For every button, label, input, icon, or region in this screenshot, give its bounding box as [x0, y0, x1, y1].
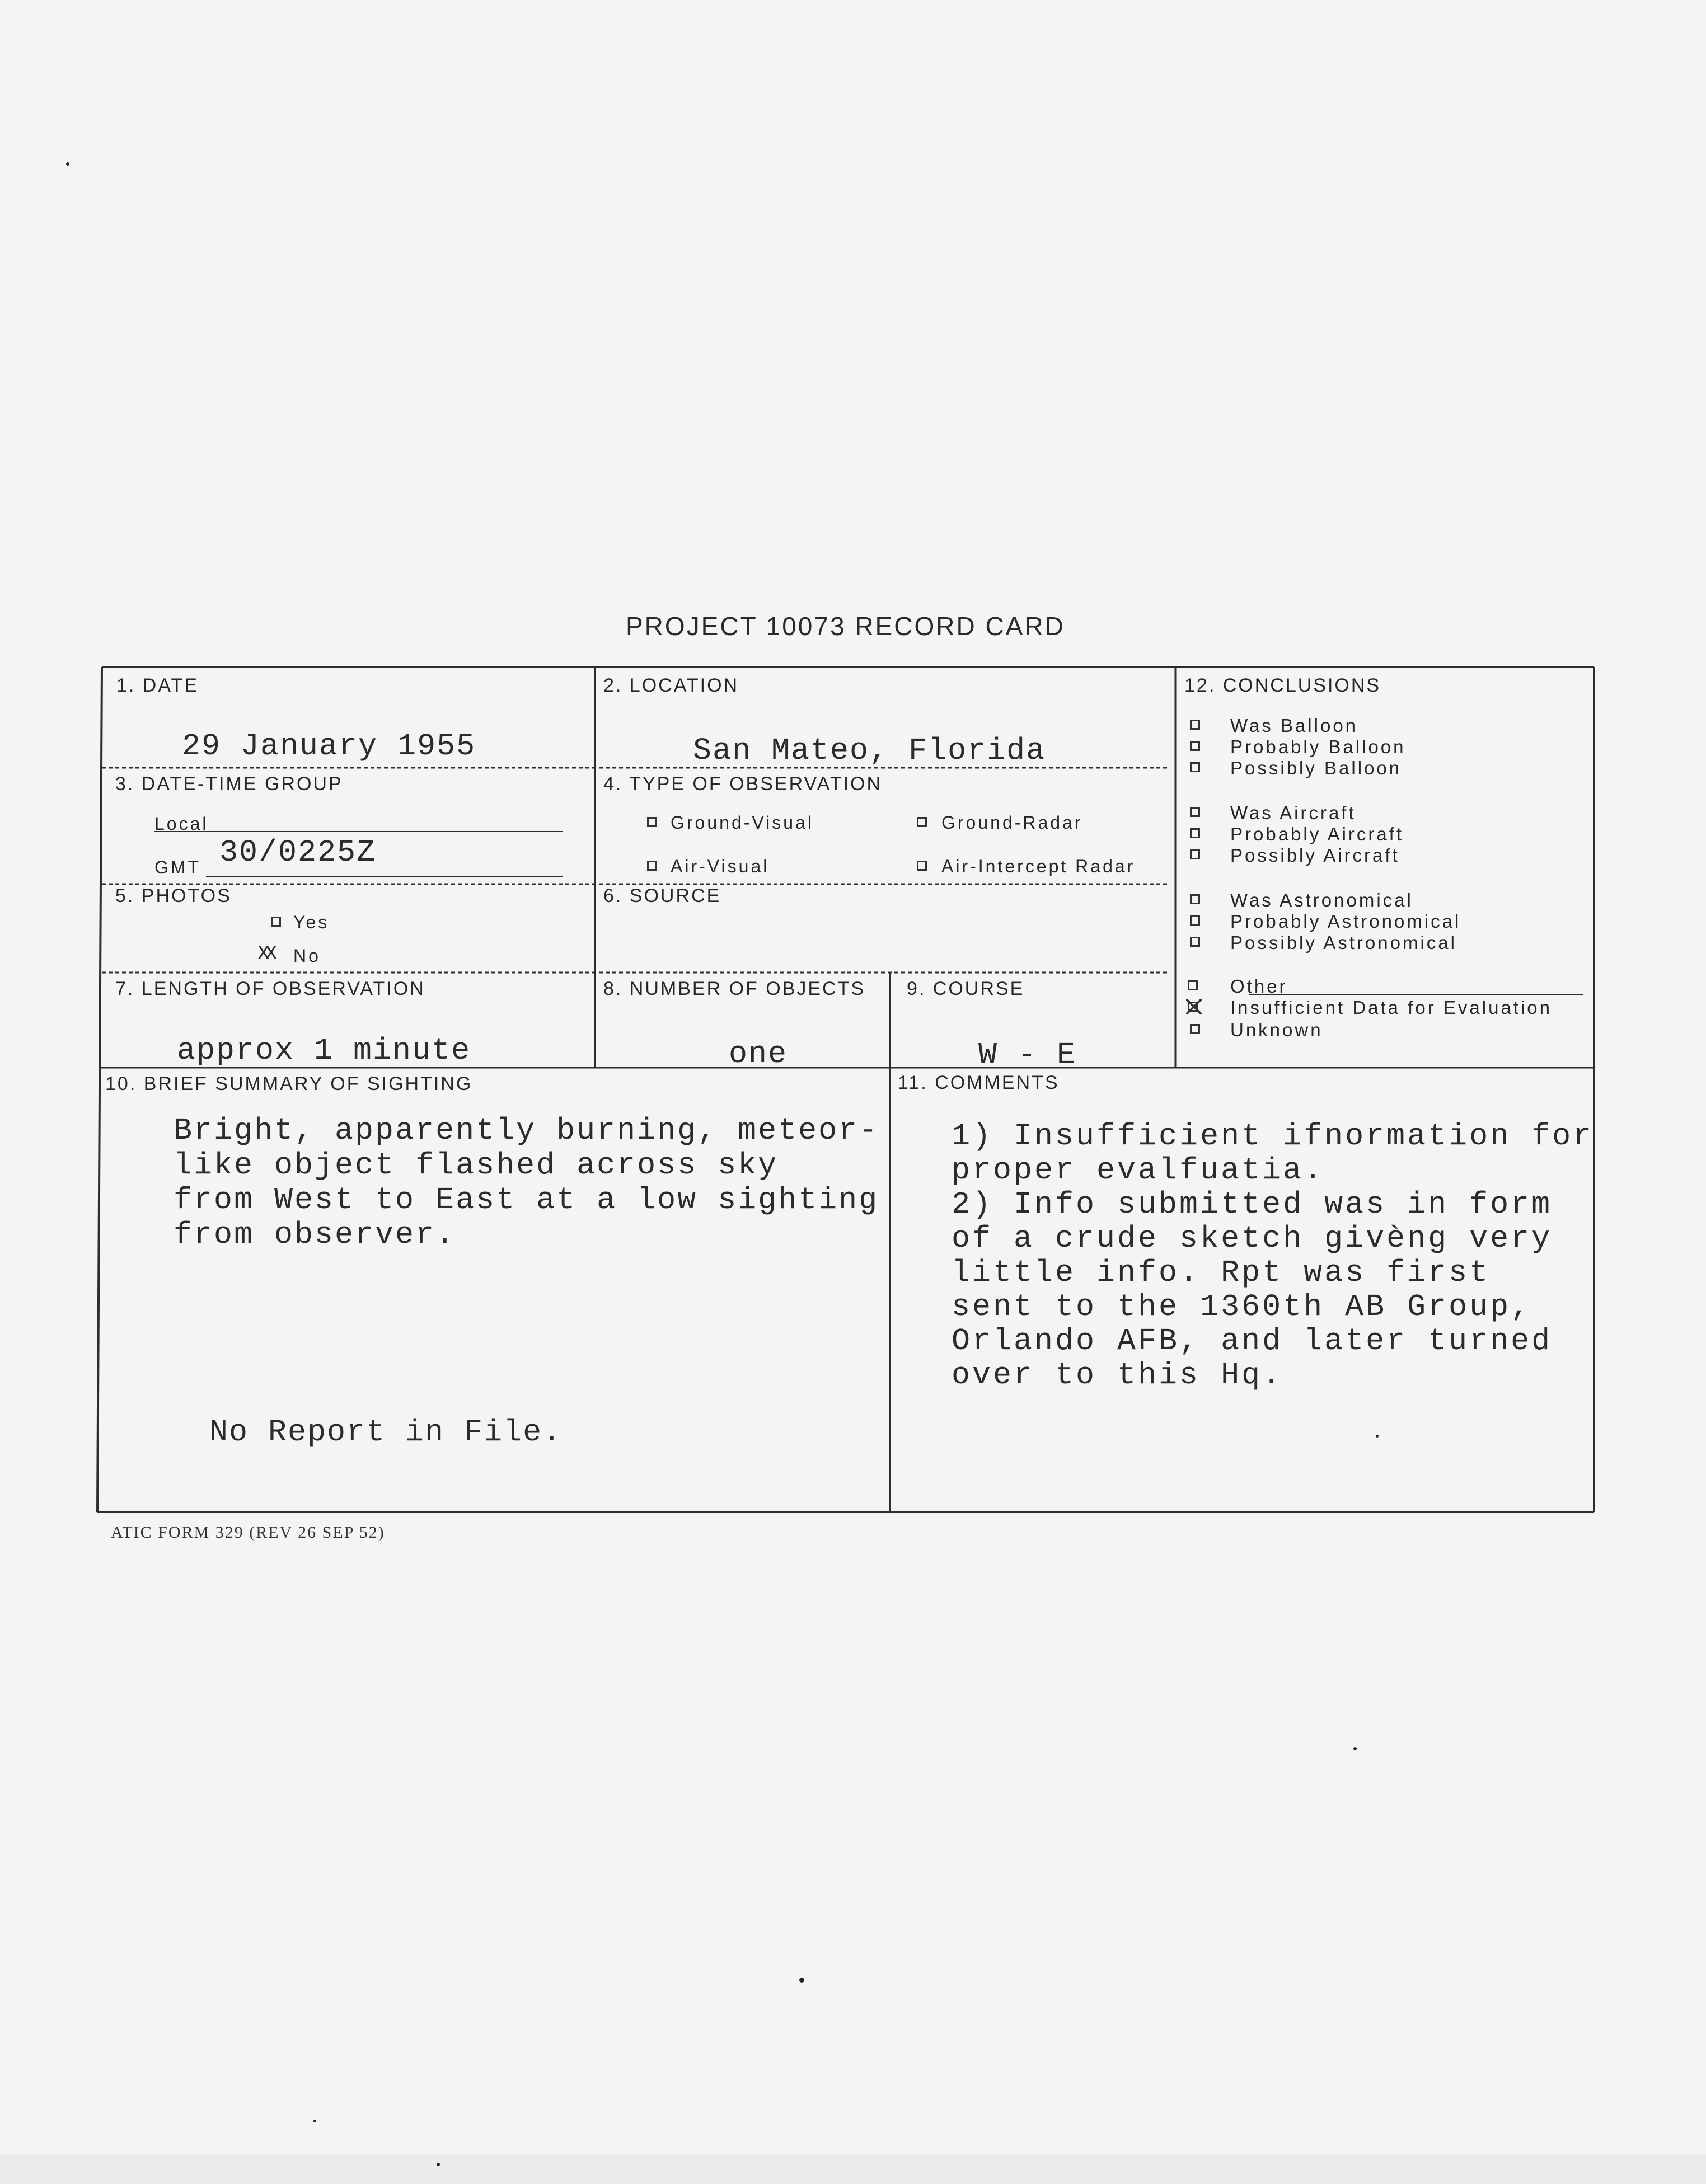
air-intercept-radar-label: Air-Intercept Radar: [941, 856, 1136, 876]
possibly-aircraft-checkbox[interactable]: [1190, 849, 1200, 859]
comments-line: sent to the 1360th AB Group,: [952, 1289, 1532, 1325]
comments-line: Orlando AFB, and later turned: [952, 1323, 1553, 1359]
probably-aircraft-label: Probably Aircraft: [1230, 824, 1404, 844]
possibly-astronomical-label: Possibly Astronomical: [1230, 932, 1457, 953]
conclusions-label: 12. CONCLUSIONS: [1184, 675, 1381, 696]
air-intercept-radar-checkbox[interactable]: [917, 861, 927, 871]
ground-visual-checkbox[interactable]: [647, 817, 657, 827]
brief-summary-label: 10. BRIEF SUMMARY OF SIGHTING: [105, 1073, 473, 1095]
course-value: W - E: [978, 1037, 1077, 1073]
brief-summary-text: [174, 1114, 879, 1252]
insufficient-data-checkbox[interactable]: [1188, 1002, 1198, 1012]
source-label: 6. SOURCE: [603, 885, 721, 907]
probably-balloon-checkbox[interactable]: [1190, 741, 1200, 751]
type-of-observation-label: 4. TYPE OF OBSERVATION: [603, 773, 883, 795]
insufficient-data-label: Insufficient Data for Evaluation: [1230, 997, 1552, 1018]
comments-line: proper evalfuatia.: [952, 1153, 1325, 1188]
date-label: 1. DATE: [116, 675, 199, 696]
photos-no-label: No: [293, 946, 321, 966]
brief-summary-line: from West to East at a low sighting: [174, 1182, 879, 1218]
probably-aircraft-checkbox[interactable]: [1190, 828, 1200, 838]
possibly-aircraft-label: Possibly Aircraft: [1230, 845, 1400, 866]
brief-summary-line: like object flashed across sky: [174, 1148, 779, 1183]
unknown-checkbox[interactable]: [1190, 1024, 1200, 1034]
number-of-objects-value: one: [729, 1036, 788, 1072]
was-balloon-checkbox[interactable]: [1190, 720, 1200, 730]
other-checkbox[interactable]: [1188, 980, 1198, 990]
gmt-value: 30/0225Z: [219, 835, 377, 870]
was-astronomical-checkbox[interactable]: [1190, 894, 1200, 904]
photos-yes-label: Yes: [293, 912, 330, 932]
was-aircraft-checkbox[interactable]: [1190, 807, 1200, 817]
possibly-astronomical-checkbox[interactable]: [1190, 937, 1200, 947]
other-label: Other: [1230, 976, 1288, 997]
comments-line: 1) Insufficient ifnormation for: [952, 1119, 1594, 1154]
was-balloon-label: Was Balloon: [1230, 715, 1358, 736]
probably-astronomical-checkbox[interactable]: [1190, 915, 1200, 926]
photos-no-typed-mark: XX: [257, 942, 273, 965]
comments-line: little info. Rpt was first: [952, 1255, 1491, 1290]
probably-balloon-label: Probably Balloon: [1230, 736, 1406, 757]
possibly-balloon-checkbox[interactable]: [1190, 762, 1200, 772]
location-label: 2. LOCATION: [603, 675, 739, 696]
comments-line: of a crude sketch givèng very: [952, 1221, 1553, 1256]
air-visual-checkbox[interactable]: [647, 861, 657, 871]
ground-radar-checkbox[interactable]: [917, 817, 927, 827]
ground-visual-label: Ground-Visual: [671, 812, 814, 833]
date-time-group-label: 3. DATE-TIME GROUP: [115, 773, 343, 795]
air-visual-label: Air-Visual: [671, 856, 770, 876]
number-of-objects-label: 8. NUMBER OF OBJECTS: [603, 978, 866, 999]
possibly-balloon-label: Possibly Balloon: [1230, 758, 1402, 778]
length-of-observation-label: 7. LENGTH OF OBSERVATION: [115, 978, 425, 999]
course-label: 9. COURSE: [907, 978, 1025, 999]
comments-line: 2) Info submitted was in form: [952, 1187, 1553, 1222]
was-astronomical-label: Was Astronomical: [1230, 890, 1413, 910]
probably-astronomical-label: Probably Astronomical: [1230, 911, 1461, 932]
comments-label: 11. COMMENTS: [898, 1072, 1060, 1093]
no-report-note: No Report in File.: [209, 1415, 563, 1450]
local-time-label: Local: [154, 814, 209, 834]
brief-summary-line: Bright, apparently burning, meteor-: [174, 1113, 879, 1148]
date-value: 29 January 1955: [182, 729, 476, 764]
gmt-label: GMT: [154, 857, 201, 877]
photos-yes-checkbox[interactable]: [271, 917, 281, 927]
was-aircraft-label: Was Aircraft: [1230, 802, 1356, 823]
unknown-label: Unknown: [1230, 1020, 1323, 1040]
comments-text: [952, 1119, 1593, 1392]
ground-radar-label: Ground-Radar: [941, 812, 1083, 833]
form-number-footer: ATIC FORM 329 (REV 26 SEP 52): [111, 1523, 385, 1542]
brief-summary-line: from observer.: [174, 1217, 456, 1252]
photos-label: 5. PHOTOS: [115, 885, 232, 907]
length-of-observation-value: approx 1 minute: [177, 1033, 471, 1068]
location-value: San Mateo, Florida: [693, 733, 1046, 768]
card-title: PROJECT 10073 RECORD CARD: [626, 612, 1065, 641]
comments-line: over to this Hq.: [952, 1358, 1283, 1393]
